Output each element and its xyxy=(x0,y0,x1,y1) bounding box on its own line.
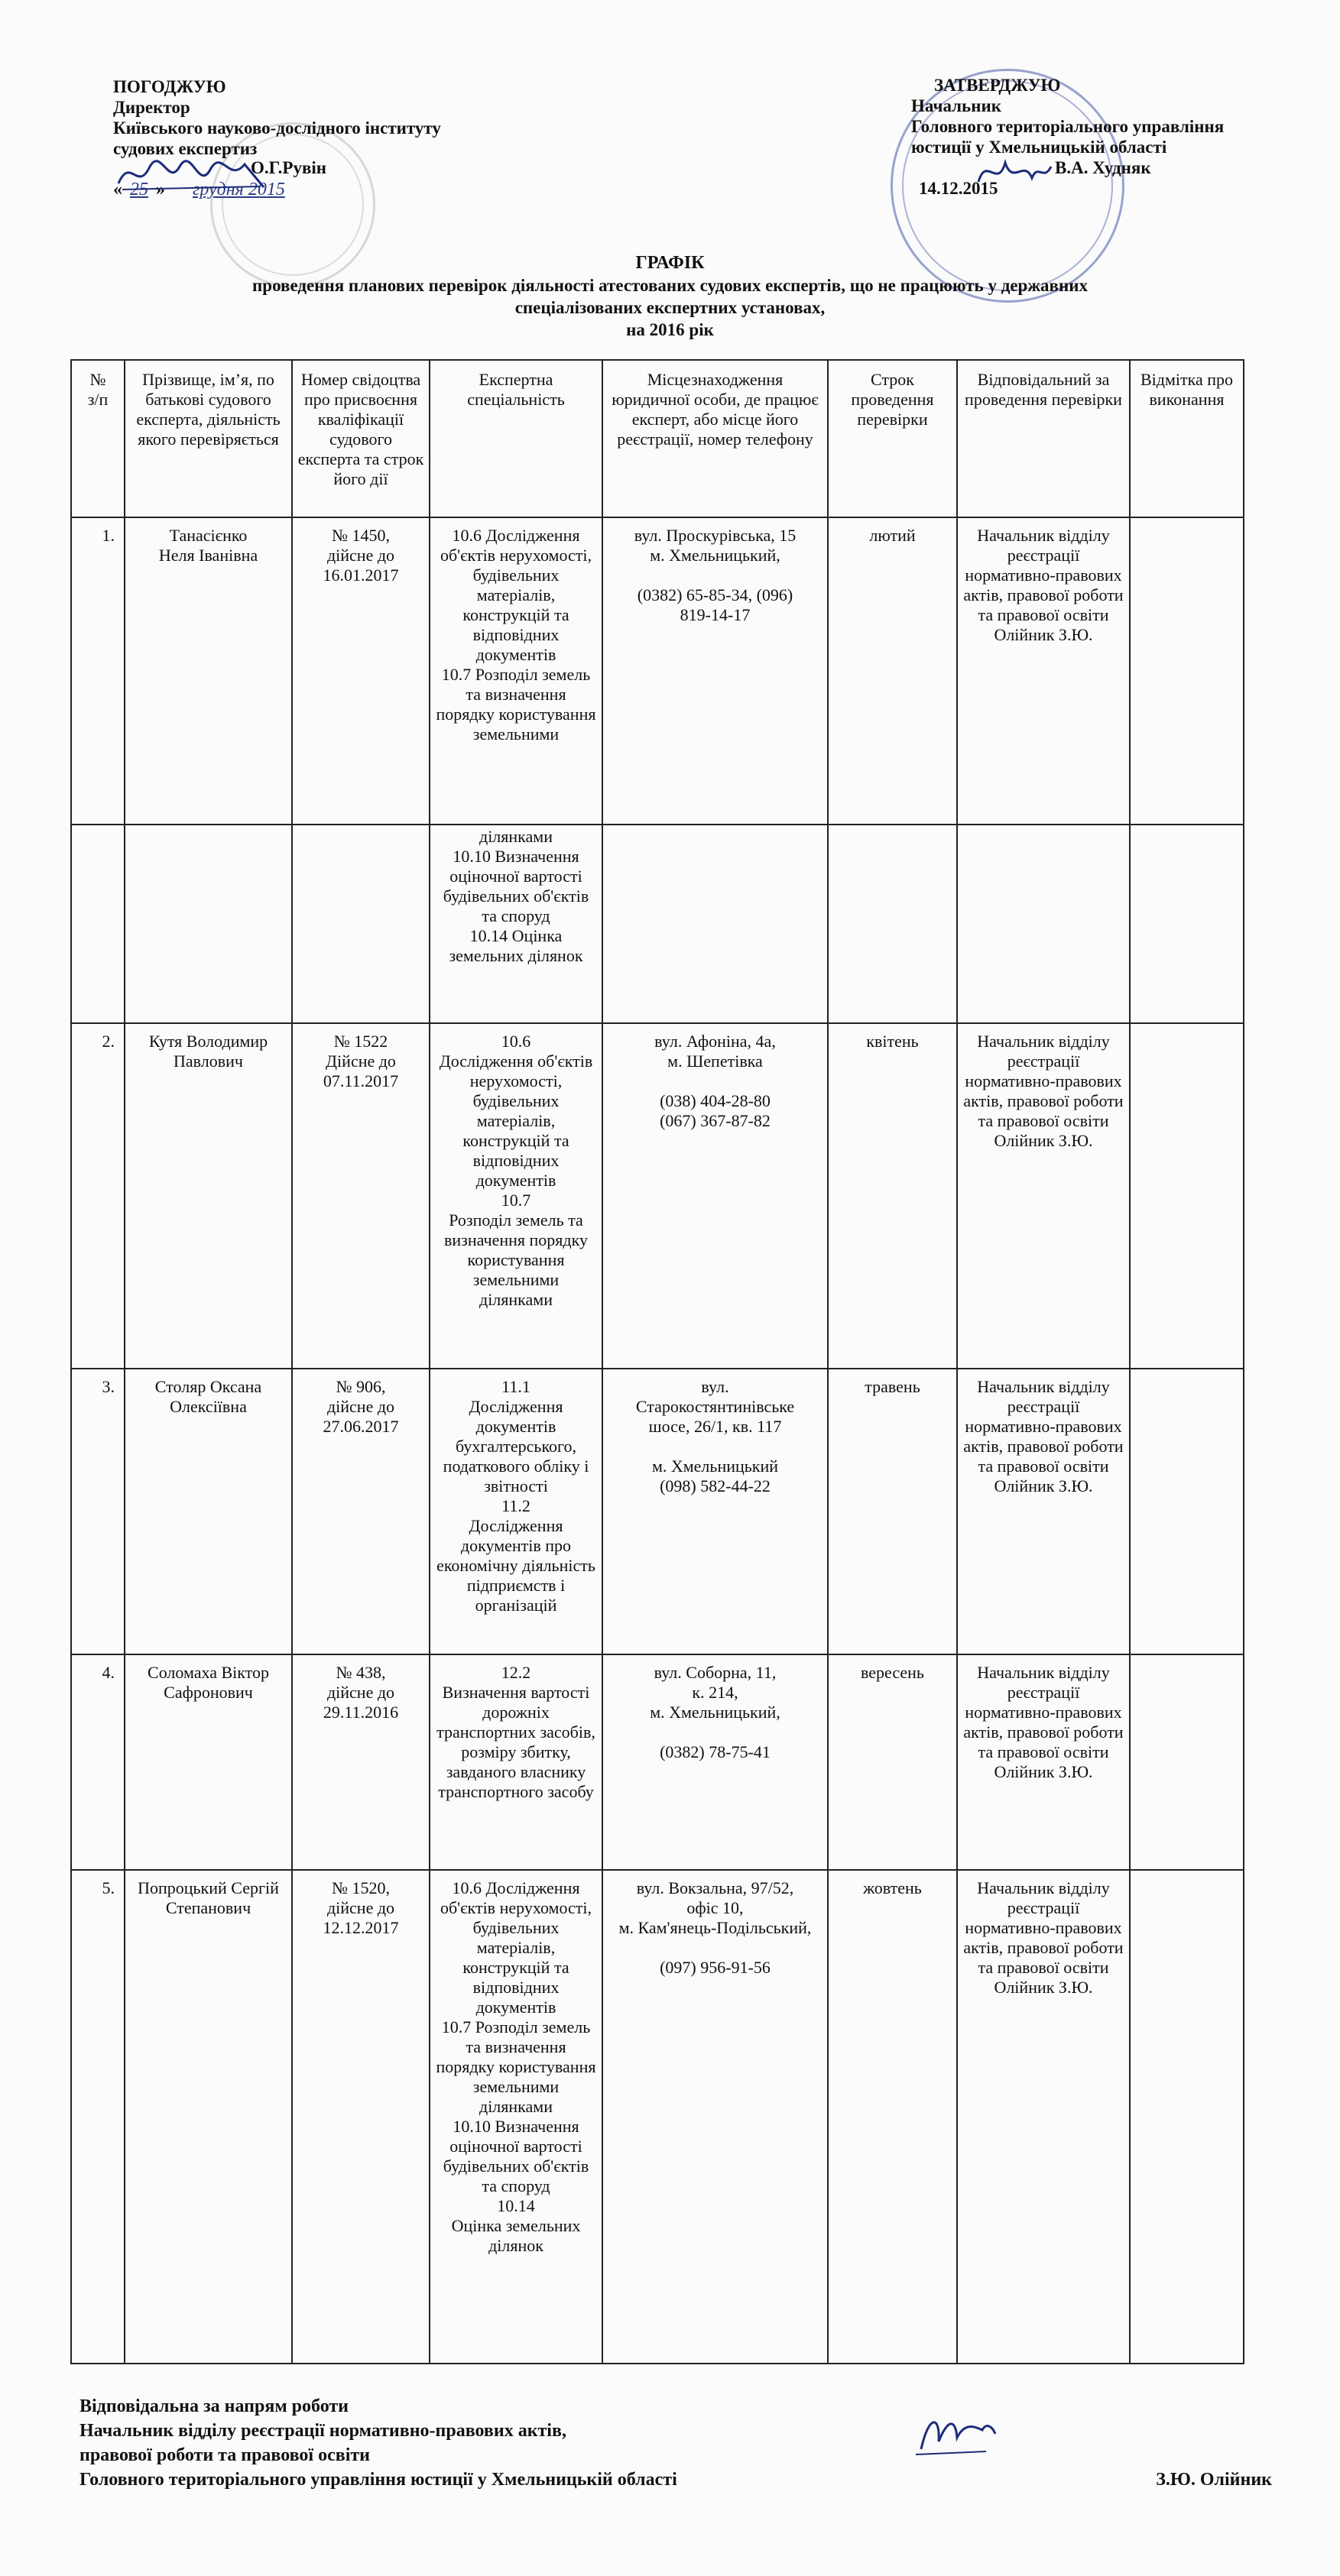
agree-date-day: 25 xyxy=(130,180,148,199)
header-mark: Відмітка про виконання xyxy=(1140,370,1234,409)
footer-line3: правової роботи та правової освіти xyxy=(79,2445,370,2465)
header-location: Місцезнаходження юридичної особи, де працює експерт, або місце його реєстрації, номер телефону xyxy=(603,361,829,517)
row-specialty: 11.1 Дослідження документів бухгалтерського, податкового обліку і звітності 11.2 Дослідження документів про економічну діяльність підприємств і організацій xyxy=(430,1369,603,1654)
row-num: 5. xyxy=(72,1871,125,2363)
row-specialty: ділянками 10.10 Визначення оціночної вартості будівельних об'єктів та споруд 10.14 Оцінка земельних ділянок xyxy=(430,825,603,1022)
footer-line4: Головного територіального управління юстиції у Хмельницькій області xyxy=(79,2470,677,2490)
header-specialty: Експертна спеціальність xyxy=(430,361,603,517)
row-location: вул. Проскурівська, 15 м. Хмельницький, (0382) 65-85-34, (096) 819-14-17 xyxy=(603,518,829,824)
row-responsible xyxy=(958,825,1131,1022)
agree-position: Директор xyxy=(113,98,190,117)
title-line3: на 2016 рік xyxy=(626,320,714,339)
row-responsible: Начальник відділу реєстрації нормативно-правових актів, правової роботи та правової освіти Олійник З.Ю. xyxy=(958,518,1131,824)
header-num: № з/п xyxy=(72,361,125,517)
header-term: Строк проведення перевірки xyxy=(829,361,958,517)
row-responsible: Начальник відділу реєстрації нормативно-правових актів, правової роботи та правової освіти Олійник З.Ю. xyxy=(958,1369,1131,1654)
row-term: квітень xyxy=(829,1024,958,1368)
row-certificate: № 906, дійсне до 27.06.2017 xyxy=(293,1369,430,1654)
header-certificate: Номер свідоцтва про присвоєння кваліфікації судового експерта та строк його дії xyxy=(293,361,430,517)
approve-position: Начальник xyxy=(911,96,1001,115)
table-row xyxy=(72,1024,1243,1369)
row-mark xyxy=(1131,1871,1243,2363)
agree-org-line2: судових експертиз xyxy=(113,139,258,158)
row-name xyxy=(125,825,293,1022)
row-mark xyxy=(1131,518,1243,824)
footer-name: З.Ю. Олійник xyxy=(1156,2470,1272,2490)
row-mark xyxy=(1131,1369,1243,1654)
table-row xyxy=(72,1871,1243,2364)
row-location: вул. Вокзальна, 97/52, офіс 10, м. Кам'янець-Подільський, (097) 956-91-56 xyxy=(603,1871,829,2363)
row-term: жовтень xyxy=(829,1871,958,2363)
row-num: 2. xyxy=(72,1024,125,1368)
header-name: Прізвище, ім’я, по батькові судового експерта, діяльність якого перевіряється xyxy=(125,361,293,517)
table-row xyxy=(72,518,1243,825)
row-responsible: Начальник відділу реєстрації нормативно-правових актів, правової роботи та правової освіти Олійник З.Ю. xyxy=(958,1655,1131,1869)
title-line1: ГРАФІК xyxy=(635,253,705,273)
row-term: травень xyxy=(829,1369,958,1654)
row-specialty: 10.6 Дослідження об'єктів нерухомості, будівельних матеріалів, конструкцій та відповідних документів 10.7 Розподіл земель та визначення порядку користування земельними ділянками xyxy=(430,1024,603,1368)
table-row xyxy=(72,825,1243,1024)
row-location: вул. Афоніна, 4а, м. Шепетівка (038) 404-28-80 (067) 367-87-82 xyxy=(603,1024,829,1368)
approve-org-line1: Головного територіального управління xyxy=(911,117,1225,136)
approve-label: ЗАТВЕРДЖУЮ xyxy=(934,76,1061,95)
row-mark xyxy=(1131,1655,1243,1869)
document-title xyxy=(0,252,1340,341)
row-num: 4. xyxy=(72,1655,125,1869)
title-line2: проведення планових перевірок діяльності атестованих судових експертів, що не працюють у державних спеціалізованих експертних установах, xyxy=(252,276,1088,317)
approve-signature-icon xyxy=(971,151,1055,193)
approve-org-line2: юстиції у Хмельницькій області xyxy=(911,138,1167,157)
agree-label: ПОГОДЖУЮ xyxy=(113,77,226,96)
row-certificate: № 1450, дійсне до 16.01.2017 xyxy=(293,518,430,824)
row-location: вул. Соборна, 11, к. 214, м. Хмельницький, (0382) 78-75-41 xyxy=(603,1655,829,1869)
row-specialty: 10.6 Дослідження об'єктів нерухомості, будівельних матеріалів, конструкцій та відповідних документів 10.7 Розподіл земель та визначення порядку користування земельними ділянками 10.10 Визначення оціночної вартості будівельних об'єктів та споруд 10.14 Оцінка земельних ділянок xyxy=(430,1871,603,2363)
row-name: Столяр Оксана Олексіївна xyxy=(125,1369,293,1654)
row-term: вересень xyxy=(829,1655,958,1869)
row-responsible: Начальник відділу реєстрації нормативно-правових актів, правової роботи та правової освіти Олійник З.Ю. xyxy=(958,1871,1131,2363)
row-mark xyxy=(1131,825,1243,1022)
row-mark xyxy=(1131,1024,1243,1368)
footer-signature-block xyxy=(79,2394,1272,2492)
agree-name: О.Г.Рувін xyxy=(251,158,327,177)
agree-date-close: » xyxy=(156,180,165,199)
agree-org-line1: Київського науково-дослідного інституту xyxy=(113,118,441,138)
row-term xyxy=(829,825,958,1022)
row-term: лютий xyxy=(829,518,958,824)
row-specialty: 10.6 Дослідження об'єктів нерухомості, будівельних матеріалів, конструкцій та відповідних документів 10.7 Розподіл земель та визначення порядку користування земельними xyxy=(430,518,603,824)
agree-signature-icon xyxy=(115,153,268,199)
row-certificate: № 438, дійсне до 29.11.2016 xyxy=(293,1655,430,1869)
approve-name: В.А. Худняк xyxy=(1055,158,1151,177)
row-responsible: Начальник відділу реєстрації нормативно-правових актів, правової роботи та правової освіти Олійник З.Ю. xyxy=(958,1024,1131,1368)
row-location xyxy=(603,825,829,1022)
row-certificate xyxy=(293,825,430,1022)
row-name: Танасієнко Неля Іванівна xyxy=(125,518,293,824)
header-responsible: Відповідальний за проведення перевірки xyxy=(958,361,1131,517)
approve-date: 14.12.2015 xyxy=(919,179,998,198)
row-num: 1. xyxy=(72,518,125,824)
table-header-row xyxy=(72,361,1243,518)
row-certificate: № 1520, дійсне до 12.12.2017 xyxy=(293,1871,430,2363)
row-name: Кутя Володимир Павлович xyxy=(125,1024,293,1368)
agree-date-open: « xyxy=(113,180,122,199)
table-row xyxy=(72,1655,1243,1871)
row-certificate: № 1522 Дійсне до 07.11.2017 xyxy=(293,1024,430,1368)
footer-signature-icon xyxy=(910,2407,1001,2461)
agree-date-month-year: грудня 2015 xyxy=(193,180,285,199)
row-name: Соломаха Віктор Сафронович xyxy=(125,1655,293,1869)
inspection-schedule-table xyxy=(70,359,1244,2364)
row-specialty: 12.2 Визначення вартості дорожніх транспортних засобів, розміру збитку, завданого власнику транспортного засобу xyxy=(430,1655,603,1869)
footer-line1: Відповідальна за напрям роботи xyxy=(79,2396,349,2416)
row-num xyxy=(72,825,125,1022)
row-num: 3. xyxy=(72,1369,125,1654)
row-location: вул. Старокостянтинівське шосе, 26/1, кв. 117 м. Хмельницький (098) 582-44-22 xyxy=(603,1369,829,1654)
footer-line2: Начальник відділу реєстрації нормативно-правових актів, xyxy=(79,2421,566,2441)
table-row xyxy=(72,1369,1243,1655)
row-name: Попроцький Сергій Степанович xyxy=(125,1871,293,2363)
